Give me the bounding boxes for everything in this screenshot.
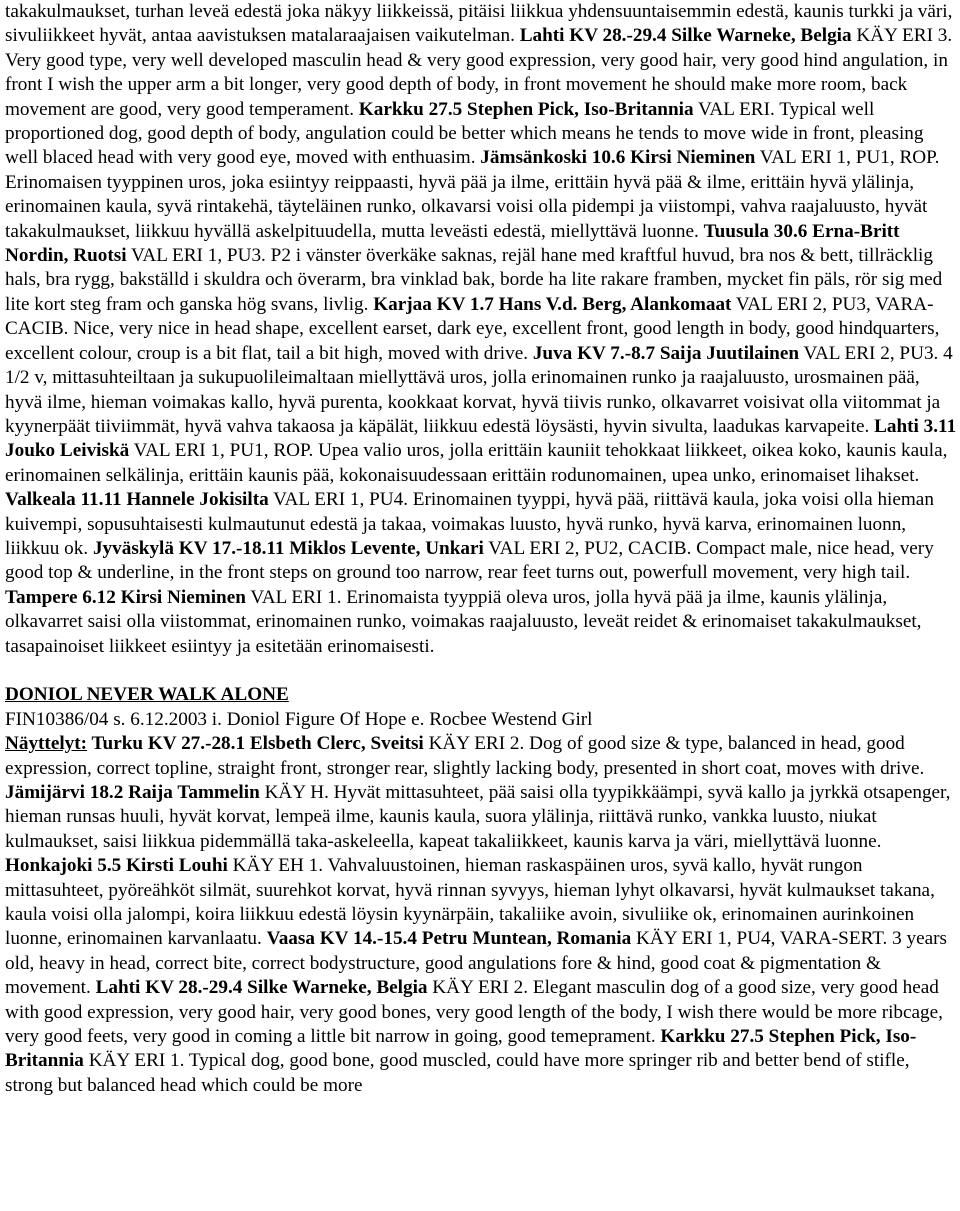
critique-text: VAL ERI 2, PU3. 4 1/2 v, mittasuhteiltaan ja sukupuolileimaltaan miellyttävä uros, jolla erinomainen runko ja raajaluusto, urosmainen pää, hyvä ilme, hieman voimakas kallo, hyvä purenta, kookkaat korvat, hyvä tiivis runko, olkavarret voisivat olla viitommat ja kyynerpäät tiiviimmät, hyvä vahva takaosa ja käpälät, liikkuu edestä löysästi, hyvin sivulta, laadukas karvapeite. [5, 342, 953, 437]
critique-text: KÄY ERI 3. Very good type, very well developed masculin head & very good expression, very good hair, very good hind angulation, in front I wish the upper arm a bit longer, very good depth of body, in front movement he should make more room, back movement are good, very good temperament. [5, 25, 953, 120]
show-judge-heading: Honkajoki 5.5 Kirsti Louhi [5, 855, 228, 877]
critique-text: KÄY ERI 2. Dog of good size & type, balanced in head, good expression, correct topline, straight front, stronger rear, slightly lacking body, presented in short coat, moves with drive. [5, 733, 925, 779]
show-judge-heading: Tampere 6.12 Kirsi Nieminen [5, 586, 246, 608]
show-judge-heading: Tuusula 30.6 Erna-Britt Nordin, Ruotsi [5, 220, 900, 267]
critique-text: VAL ERI 2, PU3, VARA-CACIB. Nice, very nice in head shape, excellent earset, dark eye, excellent front, good length in body, good hindquarters, excellent colour, croup is a bit flat, tail a bit high, moved with drive. [5, 293, 940, 364]
entry-title: DONIOL NEVER WALK ALONE [5, 684, 289, 706]
critique-text: VAL ERI 1, PU3. P2 i vänster överkäke saknas, rejäl hane med kraftful huvud, bra nos & bett, tillräcklig hals, bra rygg, bakställd i skuldra och överarm, bra vinklad bak, borde ha lite rakare framben, mycket fin päls, rör sig med lite kort steg fram och ganska hög svans, livlig. [5, 245, 943, 315]
critique-text: VAL ERI 1, PU1, ROP. Erinomaisen tyyppinen uros, joka esiintyy reippaasti, hyvä pää ja ilme, erittäin hyvä pää & ilme, erittäin hyvä ylälinja, erinomainen kaula, syvä rintakehä, täyteläinen runko, olkavarsi voisi olla pidempi ja viistompi, vahva raajaluusto, hyvät takakulmaukset, liikkuu hyvällä askelpituudella, mutta leveästi edestä, miellyttävä luonne. [5, 147, 940, 242]
show-judge-heading: Juva KV 7.-8.7 Saija Juutilainen [532, 342, 800, 364]
critique-text: KÄY ERI 2. Elegant masculin dog of a good size, very good head with good expression, very good hair, very good bones, very good length of the body, I wish there would be more ribcage, very good feets, very good in coming a little bit narrow in going, good temeprament. [5, 977, 943, 1048]
show-judge-heading: Jämsänkoski 10.6 Kirsi Nieminen [480, 147, 756, 169]
critique-text: KÄY EH 1. Vahvaluustoinen, hieman raskaspäinen uros, syvä kallo, hyvät rungon mittasuhteet, pyöreähköt silmät, suurehkot korvat, hyvä rinnan syvyys, hieman lyhyt olkavarsi, hyvät kulmaukset takana, kaula voisi olla jalompi, koira liikkuu edestä löysin kyynärpäin, takaliike avoin, sivuliike ok, erinomainen aurinkoinen luonne, erinomainen karvanlaatu. [5, 855, 935, 950]
critique-text: takakulmaukset, turhan leveä edestä joka näkyy liikkeissä, pitäisi liikkua yhdensuuntaisemmin edestä, kaunis turkki ja väri, sivuliikkeet hyvät, antaa aavistuksen matalaraajaisen vaikutelman. [5, 1, 953, 47]
critique-text: KÄY H. Hyvät mittasuhteet, pää saisi olla tyypikkäämpi, syvä kallo ja jyrkkä otsapenger, hieman runsas huuli, hyvät korvat, lempeä ilme, kaunis kaula, suora ylälinja, riittävä runko, vankka luusto, niukat kulmaukset, saisi liikkua pidemmällä taka-askeleella, kapeat takaliikkeet, kaunis karva ja väri, miellyttävä luonne. [5, 781, 951, 852]
show-judge-heading: Jämijärvi 18.2 Raija Tammelin [5, 781, 260, 803]
show-judge-heading: Lahti KV 28.-29.4 Silke Warneke, Belgia [95, 977, 428, 999]
critique-text: VAL ERI. Typical well proportioned dog, good depth of body, angulation could be better which means he tends to move wide in front, pleasing well blaced head with very good eye, moved with enthuasim. [5, 98, 924, 169]
critique-text: VAL ERI 1. Erinomaista tyyppiä oleva uros, jolla hyvä pää ja ilme, kaunis ylälinja, olkavarret saisi olla viistommat, erinomainen runko, voimakas raajaluusto, leveät reidet & erinomaiset takakulmaukset, tasapainoiset liikkeet esiintyy ja esitetään erinomaisesti. [5, 586, 922, 657]
show-judge-heading: Vaasa KV 14.-15.4 Petru Muntean, Romania [266, 928, 632, 950]
text-paragraph [5, 0, 957, 659]
text-paragraph [5, 708, 957, 732]
paragraph-gap [5, 659, 957, 683]
critique-text: KÄY ERI 1, PU4, VARA-SERT. 3 years old, heavy in head, correct bite, correct bodystructure, good angulations fore & hind, good coat & pigmentation & movement. [5, 928, 947, 999]
critique-text: VAL ERI 1, PU1, ROP. Upea valio uros, jolla erittäin kauniit tehokkaat liikkeet, oikea koko, kaunis kaula, erinomainen selkälinja, erittäin kaunis pää, kokonaisuudessaan erittäin rodunomainen, upea unko, erinomaiset lihakset. [5, 440, 948, 486]
show-judge-heading: Karjaa KV 1.7 Hans V.d. Berg, Alankomaat [373, 293, 732, 315]
critique-text: FIN10386/04 s. 6.12.2003 i. Doniol Figure Of Hope e. Rocbee Westend Girl [5, 708, 593, 730]
show-judge-heading: Turku KV 27.-28.1 Elsbeth Clerc, Sveitsi [87, 733, 424, 755]
show-judge-heading: Lahti 3.11 Jouko Leiviskä [5, 415, 957, 462]
critique-text: KÄY ERI 1. Typical dog, good bone, good muscled, could have more springer rib and better bend of stifle, strong but balanced head which could be more [5, 1050, 910, 1096]
section-label: Näyttelyt: [5, 733, 88, 755]
show-judge-heading: Jyväskylä KV 17.-18.11 Miklos Levente, Unkari [92, 537, 484, 559]
show-judge-heading: Karkku 27.5 Stephen Pick, Iso-Britannia [358, 98, 694, 120]
critique-text: VAL ERI 2, PU2, CACIB. Compact male, nice head, very good top & underline, in the front steps on ground too narrow, rear feet turns out, powerfull movement, very high tail. [5, 537, 934, 584]
show-judge-heading: Lahti KV 28.-29.4 Silke Warneke, Belgia [519, 25, 852, 47]
show-judge-heading: Karkku 27.5 Stephen Pick, Iso-Britannia [5, 1026, 917, 1072]
show-judge-heading: Valkeala 11.11 Hannele Jokisilta [5, 489, 269, 511]
critique-text: VAL ERI 1, PU4. Erinomainen tyyppi, hyvä pää, riittävä kaula, joka voisi olla hieman kuivempi, sopusuhtaisesti kulmautunut edestä ja takaa, voimakas luusto, hyvä runko, hyvä karva, erinomainen luonn, liikkuu ok. [5, 489, 934, 559]
text-paragraph [5, 732, 957, 1098]
